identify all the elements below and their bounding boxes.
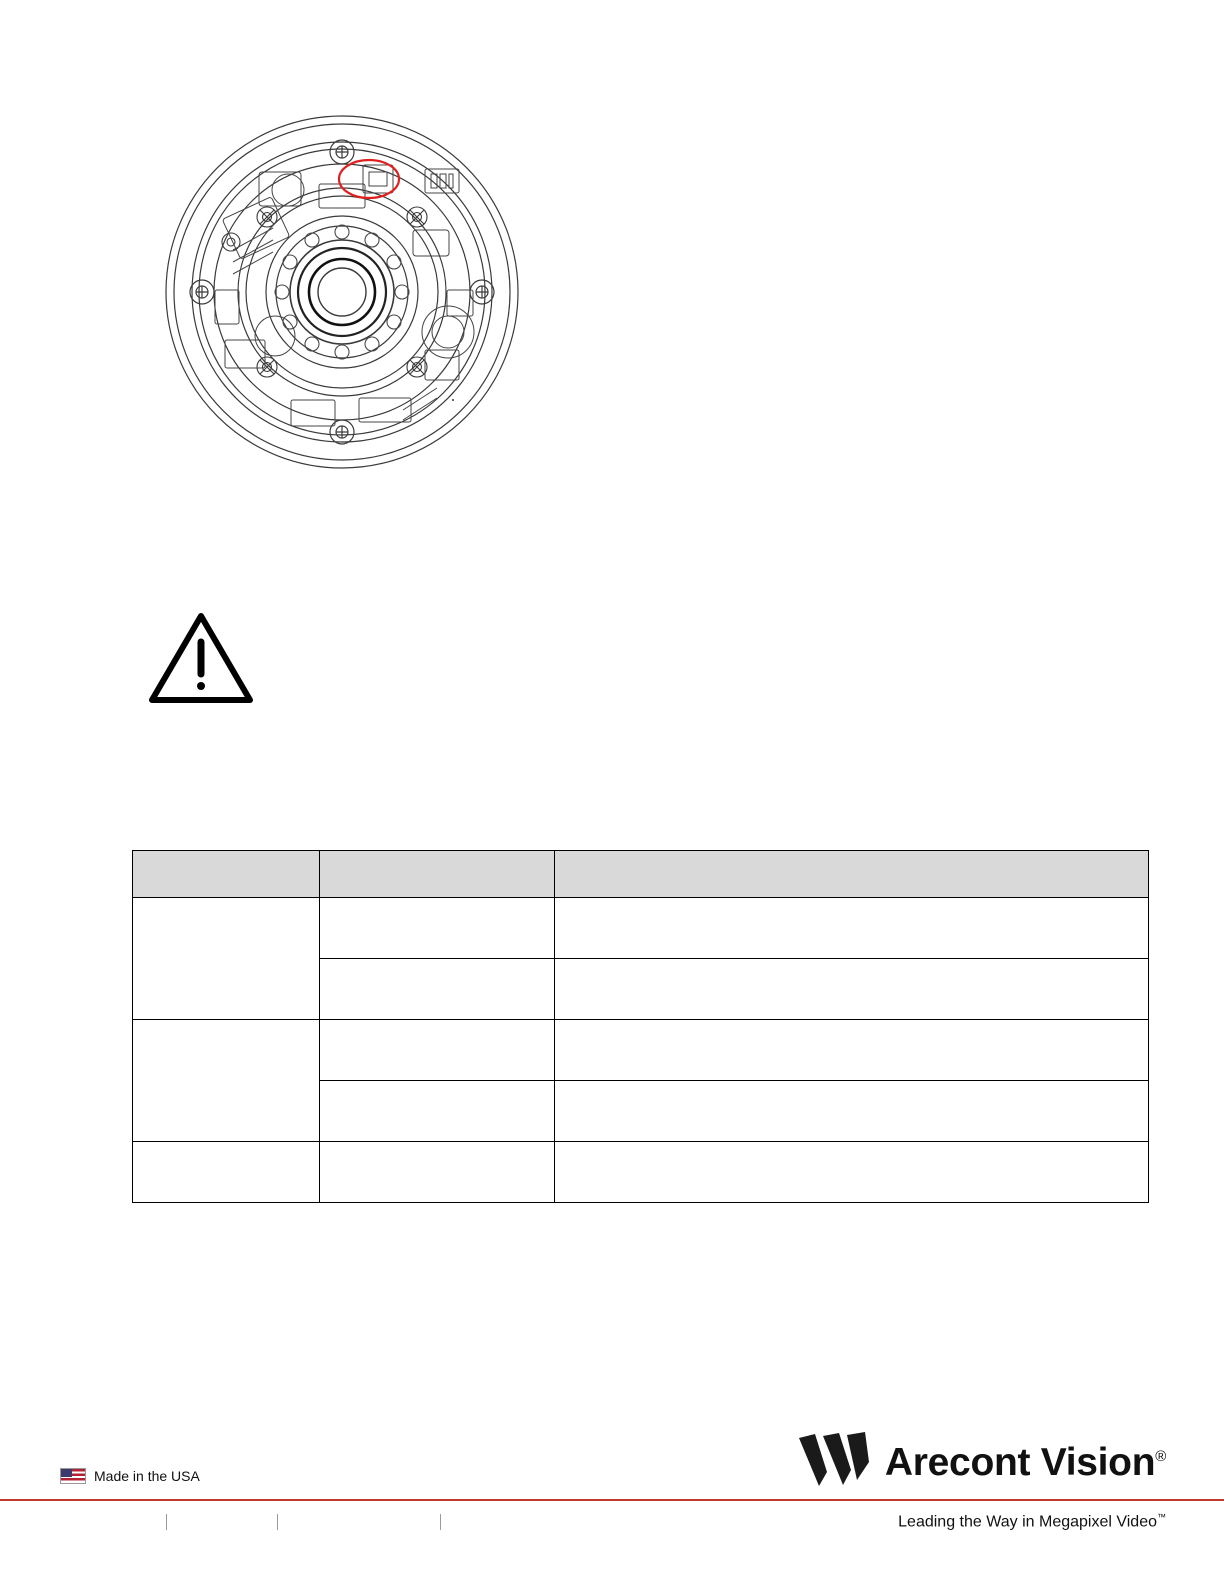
table-cell: [320, 1020, 555, 1081]
brand-tagline: Leading the Way in Megapixel Video™: [898, 1512, 1166, 1531]
table-cell: [555, 1081, 1149, 1142]
made-in-usa: [60, 1468, 200, 1484]
table-header-cell-3: [555, 851, 1149, 898]
footer-divider: [0, 1499, 1224, 1501]
table-header-row: [133, 851, 1149, 898]
usa-flag-icon: [60, 1468, 86, 1484]
table-header-cell-1: [133, 851, 320, 898]
table-cell: [555, 898, 1149, 959]
table-cell-group-2: [133, 1020, 320, 1142]
brand-trademark: ®: [1155, 1448, 1166, 1465]
made-in-usa-label: Made in the USA: [94, 1468, 200, 1484]
table-cell: [555, 1020, 1149, 1081]
table-cell-group-1: [133, 898, 320, 1020]
table-cell: [320, 898, 555, 959]
table-row: [133, 1142, 1149, 1203]
arecont-vision-logo-icon: [797, 1432, 871, 1493]
table-header-cell-2: [320, 851, 555, 898]
table-cell: [320, 1081, 555, 1142]
camera-back-assembly-diagram: [163, 110, 521, 475]
table-cell: [320, 1142, 555, 1203]
arecont-vision-logo: [797, 1432, 1166, 1493]
footer-tick: [277, 1514, 278, 1530]
table-cell: [133, 1142, 320, 1203]
table-cell: [320, 959, 555, 1020]
table-row: [133, 1020, 1149, 1081]
specification-table: [132, 850, 1149, 1203]
table-row: [133, 898, 1149, 959]
brand-name: Arecont Vision®: [884, 1441, 1166, 1484]
table-cell: [555, 1142, 1149, 1203]
footer-tick: [166, 1514, 167, 1530]
footer-tick: [440, 1514, 441, 1530]
warning-triangle-icon: [148, 612, 254, 704]
table-cell: [555, 959, 1149, 1020]
